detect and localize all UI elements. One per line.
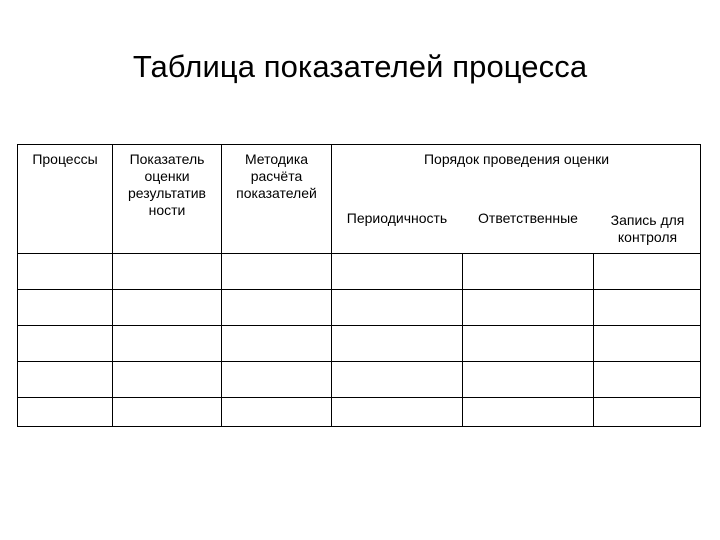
header-method-line: Методика bbox=[244, 151, 309, 167]
header-procedure-label: Порядок проведения оценки bbox=[423, 151, 610, 167]
header-method bbox=[222, 151, 331, 202]
header-indicator-line: оценки bbox=[144, 168, 190, 184]
header-indicator bbox=[113, 151, 221, 219]
row-divider bbox=[17, 253, 701, 254]
header-record bbox=[594, 212, 701, 246]
row-divider bbox=[17, 397, 701, 398]
header-periodicity bbox=[332, 210, 462, 227]
column-divider bbox=[462, 253, 463, 427]
row-divider bbox=[17, 361, 701, 362]
column-divider bbox=[331, 144, 332, 427]
header-indicator-line: Показатель bbox=[129, 151, 205, 167]
header-record-line: Запись для bbox=[610, 212, 685, 228]
header-record-line: контроля bbox=[617, 229, 678, 245]
header-responsible bbox=[463, 210, 593, 227]
header-indicator-line: ности bbox=[148, 202, 186, 218]
header-processes bbox=[18, 151, 112, 168]
row-divider bbox=[17, 325, 701, 326]
header-periodicity-label: Периодичность bbox=[346, 210, 448, 226]
header-responsible-label: Ответственные bbox=[478, 210, 578, 226]
row-divider bbox=[17, 289, 701, 290]
column-divider bbox=[593, 253, 594, 427]
header-method-line: расчёта bbox=[250, 168, 303, 184]
header-procedure bbox=[332, 151, 701, 168]
header-indicator-line: результатив bbox=[128, 185, 206, 201]
header-processes-label: Процессы bbox=[32, 151, 98, 167]
header-method-line: показателей bbox=[236, 185, 317, 201]
page-title: Таблица показателей процесса bbox=[132, 49, 588, 84]
